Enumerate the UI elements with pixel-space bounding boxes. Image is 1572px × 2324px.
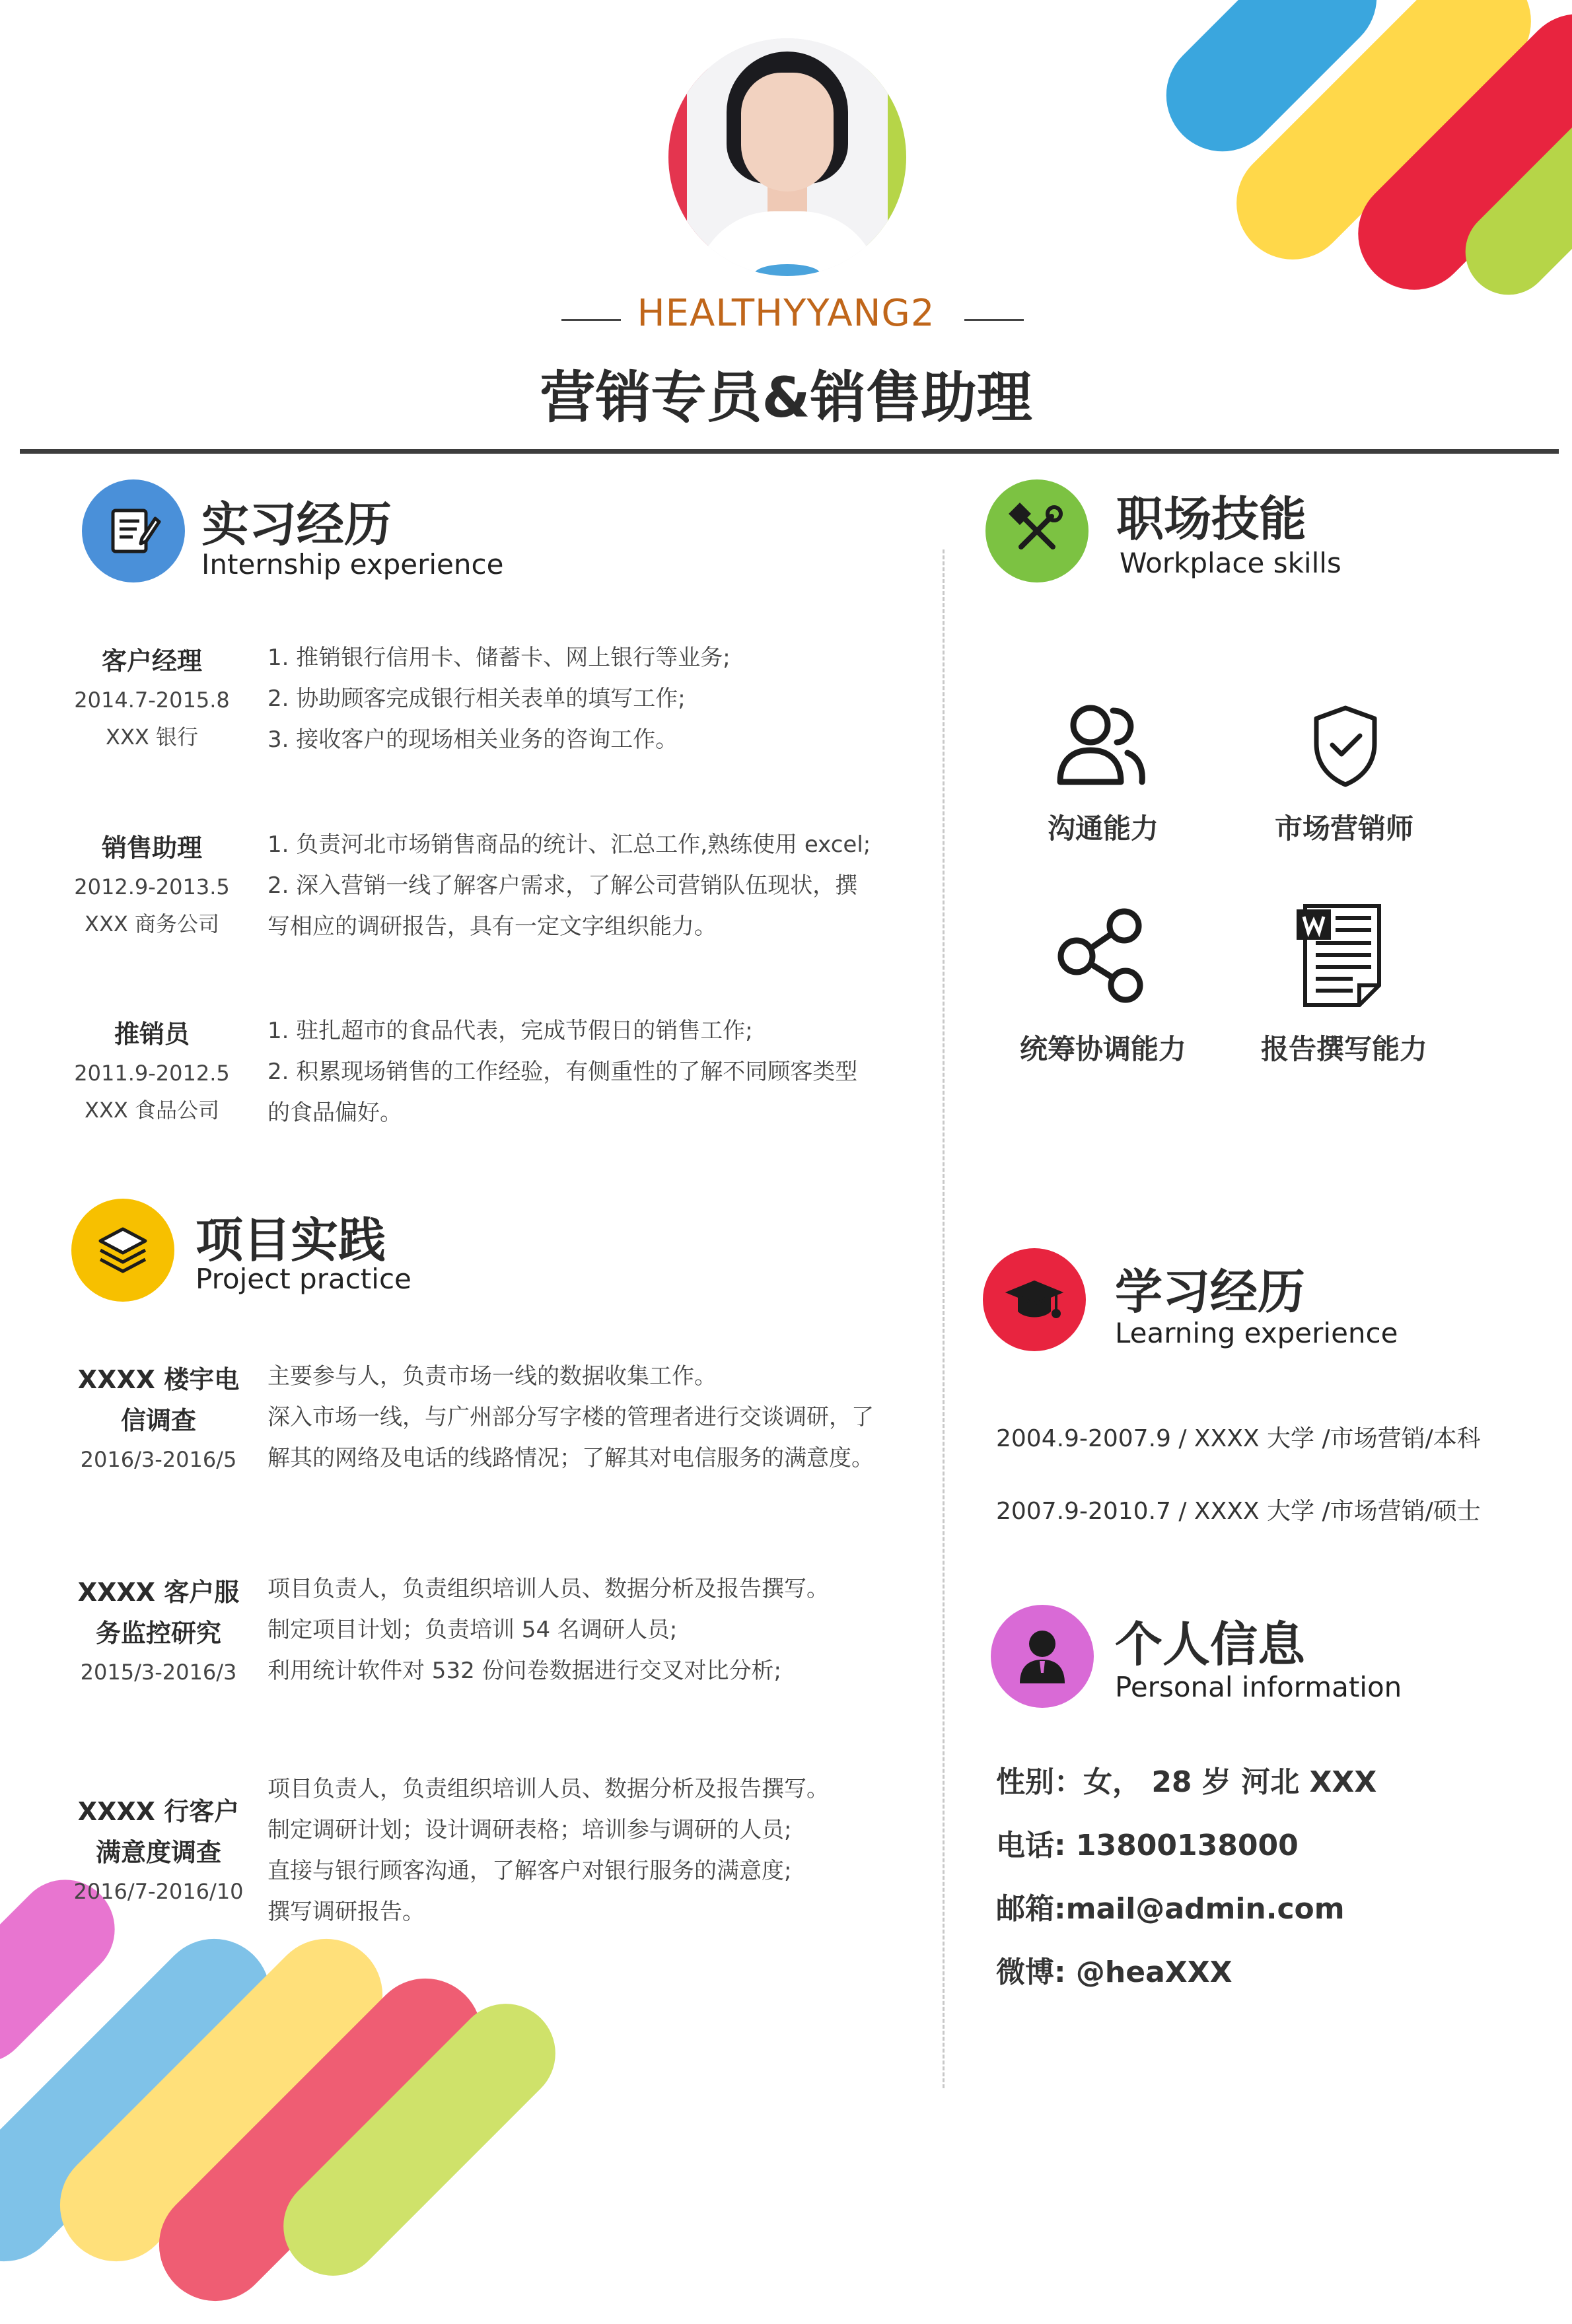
word-document-icon <box>1296 902 1388 1012</box>
desc-line: 1. 驻扎超市的食品代表，完成节假日的销售工作; <box>268 1018 753 1044</box>
skills-subtitle: Workplace skills <box>1120 547 1341 579</box>
project-entry-meta <box>69 1359 248 1478</box>
internship-entry-meta <box>66 827 238 942</box>
project-entry-meta <box>69 1572 248 1691</box>
desc-line: 制定调研计划；设计调研表格；培训参与调研的人员; <box>268 1817 792 1843</box>
internship-entry-meta <box>66 641 238 756</box>
personal-email: 邮箱:mail@admin.com <box>996 1892 1345 1926</box>
entry-role: 推销员 <box>114 1020 190 1049</box>
education-subtitle: Learning experience <box>1115 1317 1398 1349</box>
desc-line: 利用统计软件对 532 份问卷数据进行交叉对比分析; <box>268 1658 781 1684</box>
desc-line: 制定项目计划；负责培训 54 名调研人员; <box>268 1617 678 1643</box>
project-name: 信调查 <box>120 1406 196 1435</box>
entry-date: 2012.9-2013.5 <box>74 874 230 899</box>
entry-org: XXX 银行 <box>106 724 198 750</box>
tools-icon <box>985 479 1089 582</box>
users-icon <box>1054 701 1149 790</box>
job-title: 营销专员&销售助理 <box>540 365 1032 430</box>
desc-line: 2. 协助顾客完成银行相关表单的填写工作; <box>268 686 686 712</box>
education-title: 学习经历 <box>1115 1264 1306 1320</box>
desc-line: 1. 负责河北市场销售商品的统计、汇总工作,熟练使用 excel; <box>268 831 871 858</box>
project-entry-meta <box>66 1791 251 1910</box>
personal-phone: 电话: 13800138000 <box>996 1829 1299 1862</box>
projects-subtitle: Project practice <box>196 1263 411 1295</box>
personal-weibo: 微博: @heaXXX <box>996 1955 1233 1989</box>
entry-role: 客户经理 <box>101 647 202 676</box>
internship-entry-desc <box>268 637 731 760</box>
personal-title: 个人信息 <box>1115 1617 1306 1672</box>
personal-gender-age: 性别：女， 28 岁 河北 XXX <box>996 1765 1377 1799</box>
desc-line: 2. 积累现场销售的工作经验，有侧重性的了解不同顾客类型 <box>268 1059 858 1085</box>
desc-line: 项目负责人，负责组织培训人员、数据分析及报告撰写。 <box>268 1776 829 1802</box>
project-date: 2016/3-2016/5 <box>80 1447 237 1472</box>
column-divider <box>943 549 945 2088</box>
internship-entry-meta <box>66 1014 238 1129</box>
internship-subtitle: Internship experience <box>201 548 504 581</box>
desc-line: 写相应的调研报告，具有一定文字组织能力。 <box>268 913 717 940</box>
projects-title: 项目实践 <box>196 1213 386 1268</box>
person-icon <box>991 1605 1094 1708</box>
desc-line: 1. 推销银行信用卡、储蓄卡、网上银行等业务; <box>268 645 731 671</box>
desc-line: 撰写调研报告。 <box>268 1899 425 1925</box>
skill-label: 统筹协调能力 <box>1019 1033 1186 1065</box>
skill-label: 沟通能力 <box>1047 812 1159 845</box>
project-name: XXXX 客户服 <box>77 1578 240 1607</box>
desc-line: 直接与银行顾客沟通，了解客户对银行服务的满意度; <box>268 1858 792 1884</box>
internship-entry-desc <box>268 1010 857 1133</box>
share-icon <box>1055 907 1148 1006</box>
project-date: 2016/7-2016/10 <box>73 1879 244 1904</box>
internship-entry-desc <box>268 824 871 947</box>
project-name: XXXX 楼宇电 <box>77 1365 240 1394</box>
entry-org: XXX 食品公司 <box>85 1098 219 1123</box>
project-entry-desc <box>268 1769 829 1932</box>
desc-line: 主要参与人，负责市场一线的数据收集工作。 <box>268 1363 717 1390</box>
profile-photo <box>668 38 906 276</box>
name-right-rule <box>964 319 1024 321</box>
desc-line: 3. 接收客户的现场相关业务的咨询工作。 <box>268 726 678 753</box>
project-name: 务监控研究 <box>95 1619 221 1648</box>
desc-line: 深入市场一线，与广州部分写字楼的管理者进行交谈调研，了 <box>268 1404 874 1430</box>
entry-role: 销售助理 <box>101 833 202 863</box>
edit-document-icon <box>82 479 185 582</box>
entry-date: 2014.7-2015.8 <box>74 687 230 713</box>
desc-line: 解其的网络及电话的线路情况；了解其对电信服务的满意度。 <box>268 1445 874 1471</box>
desc-line: 项目负责人，负责组织培训人员、数据分析及报告撰写。 <box>268 1576 829 1602</box>
education-item: 2004.9-2007.9 / XXXX 大学 /市场营销/本科 <box>996 1425 1481 1452</box>
shield-check-icon <box>1311 704 1380 791</box>
entry-org: XXX 商务公司 <box>85 911 219 936</box>
project-date: 2015/3-2016/3 <box>80 1660 237 1685</box>
project-name: XXXX 行客户 <box>77 1797 240 1826</box>
project-entry-desc <box>268 1568 829 1691</box>
education-item: 2007.9-2010.7 / XXXX 大学 /市场营销/硕士 <box>996 1498 1481 1525</box>
project-name: 满意度调查 <box>95 1838 221 1867</box>
desc-line: 2. 深入营销一线了解客户需求，了解公司营销队伍现状，撰 <box>268 872 858 899</box>
internship-title: 实习经历 <box>201 497 392 552</box>
personal-subtitle: Personal information <box>1115 1671 1402 1703</box>
desc-line: 的食品偏好。 <box>268 1100 402 1126</box>
header-divider <box>20 449 1559 454</box>
candidate-name: HEALTHYYANG2 <box>637 292 935 335</box>
project-entry-desc <box>268 1356 874 1479</box>
skills-title: 职场技能 <box>1116 491 1307 547</box>
layers-icon <box>71 1199 174 1302</box>
skill-label: 市场营销师 <box>1274 812 1413 845</box>
entry-date: 2011.9-2012.5 <box>74 1061 230 1086</box>
skill-label: 报告撰写能力 <box>1260 1033 1427 1065</box>
graduation-cap-icon <box>983 1248 1086 1351</box>
